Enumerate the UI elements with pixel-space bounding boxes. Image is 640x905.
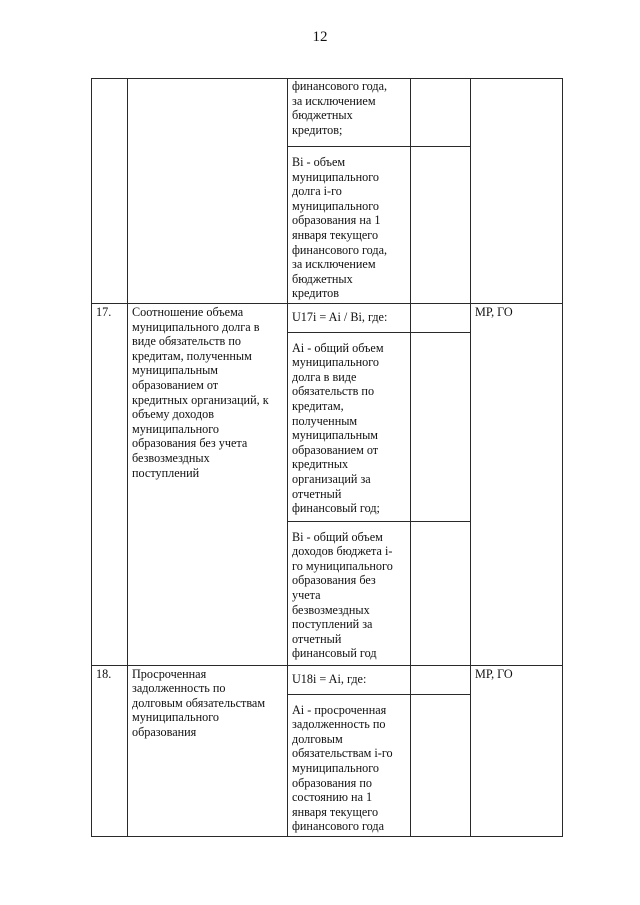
indicator-name-cell	[128, 79, 288, 304]
level-cell	[471, 79, 563, 304]
indicators-table	[91, 78, 563, 837]
formula-cell: финансового года, за исключением бюджетных кредитов;	[288, 79, 411, 147]
formula-cell: U18i = Ai, где:	[288, 665, 411, 694]
row-number-cell: 18.	[92, 665, 128, 836]
formula-cell: Ai - просроченная задолженность по долговым обязательствам i-го муниципального образования по состоянию на 1 января текущего финансового года	[288, 694, 411, 836]
empty-cell	[411, 332, 471, 521]
page-number: 12	[312, 29, 328, 45]
formula-cell: Bi - общий объем доходов бюджета i- го муниципального образования без учета безвозмездных поступлений за отчетный финансовый год	[288, 521, 411, 665]
row-number-cell	[92, 79, 128, 304]
row-number-cell: 17.	[92, 304, 128, 666]
table-row	[92, 304, 563, 333]
formula-cell: U17i = Ai / Bi, где:	[288, 304, 411, 333]
empty-cell	[411, 694, 471, 836]
empty-cell	[411, 147, 471, 304]
level-cell: МР, ГО	[471, 665, 563, 836]
indicator-name-cell: Соотношение объема муниципального долга в виде обязательств по кредитам, полученным муниципальным образованием от кредитных организаций, к объему доходов муниципального образования без учета безвозмездных поступлений	[128, 304, 288, 666]
table-row	[92, 79, 563, 147]
empty-cell	[411, 304, 471, 333]
level-cell: МР, ГО	[471, 304, 563, 666]
formula-cell: Ai - общий объем муниципального долга в виде обязательств по кредитам, полученным муниципальным образованием от кредитных организаций за отчетный финансовый год;	[288, 332, 411, 521]
indicator-name-cell: Просроченная задолженность по долговым обязательствам муниципального образования	[128, 665, 288, 836]
empty-cell	[411, 665, 471, 694]
empty-cell	[411, 79, 471, 147]
empty-cell	[411, 521, 471, 665]
table-row	[92, 665, 563, 694]
formula-cell: Bi - объем муниципального долга i-го муниципального образования на 1 января текущего финансового года, за исключением бюджетных кредитов	[288, 147, 411, 304]
